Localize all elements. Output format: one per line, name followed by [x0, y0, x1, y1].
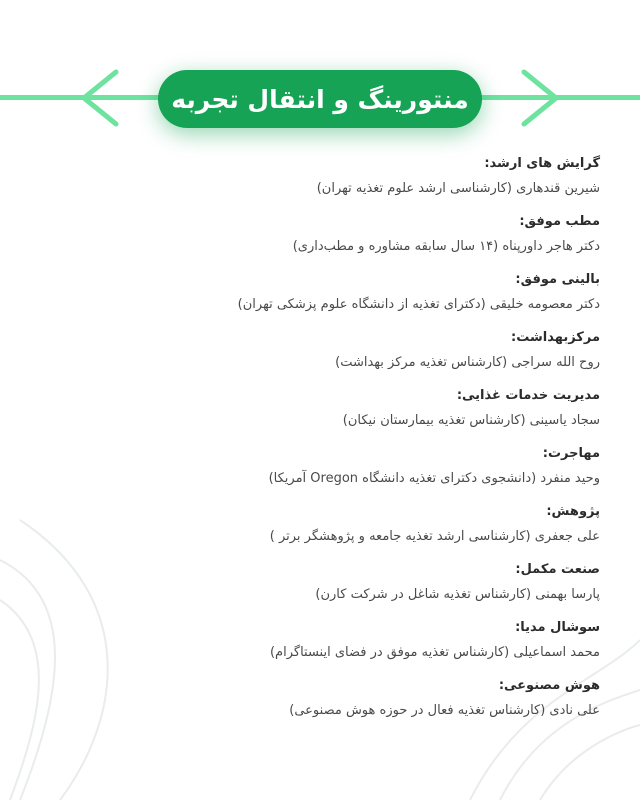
item-description: روح الله سراجی (کارشناس تغذیه مرکز بهداشت) [335, 355, 600, 370]
item-description: شیرین قندهاری (کارشناسی ارشد علوم تغذیه تهران) [316, 181, 600, 196]
item-description: وحید منفرد (دانشجوی دکترای تغذیه دانشگاه Oregon آمریکا) [268, 471, 600, 486]
list-item [60, 154, 600, 212]
list-item [60, 386, 600, 444]
item-description: علی جعفری (کارشناسی ارشد تغذیه جامعه و پژوهشگر برتر ) [269, 529, 600, 544]
list-item [60, 618, 600, 676]
page-title: منتورینگ و انتقال تجربه [171, 84, 469, 114]
list-item [60, 676, 600, 734]
item-title: مرکزبهداشت: [511, 330, 600, 345]
list-item [60, 328, 600, 386]
title-badge [158, 70, 482, 128]
item-title: پژوهش: [546, 504, 600, 519]
item-title: مهاجرت: [542, 446, 600, 461]
item-description: دکتر هاجر داورپناه (۱۴ سال سابقه مشاوره و مطب‌داری) [292, 239, 600, 254]
list-item [60, 444, 600, 502]
item-title: هوش مصنوعی: [498, 678, 600, 693]
item-description: دکتر معصومه خلیقی (دکترای تغذیه از دانشگاه علوم پزشکی تهران) [237, 297, 600, 312]
mentor-list [60, 154, 600, 734]
item-description: علی نادی (کارشناس تغذیه فعال در حوزه هوش مصنوعی) [289, 703, 600, 718]
list-item [60, 270, 600, 328]
list-item [60, 502, 600, 560]
item-title: مطب موفق: [519, 214, 600, 229]
item-title: گرایش های ارشد: [484, 156, 600, 171]
chevron-left-icon [78, 68, 120, 128]
item-description: پارسا بهمنی (کارشناس تغذیه شاغل در شرکت کارن) [315, 587, 600, 602]
item-title: بالینی موفق: [515, 272, 600, 287]
item-description: سجاد یاسینی (کارشناس تغذیه بیمارستان نیکان) [342, 413, 600, 428]
list-item [60, 212, 600, 270]
item-title: مدیریت خدمات غذایی: [456, 388, 600, 403]
item-title: صنعت مکمل: [515, 562, 600, 577]
item-description: محمد اسماعیلی (کارشناس تغذیه موفق در فضای اینستاگرام) [269, 645, 600, 660]
item-title: سوشال مدیا: [515, 620, 600, 635]
chevron-right-icon [520, 68, 562, 128]
list-item [60, 560, 600, 618]
